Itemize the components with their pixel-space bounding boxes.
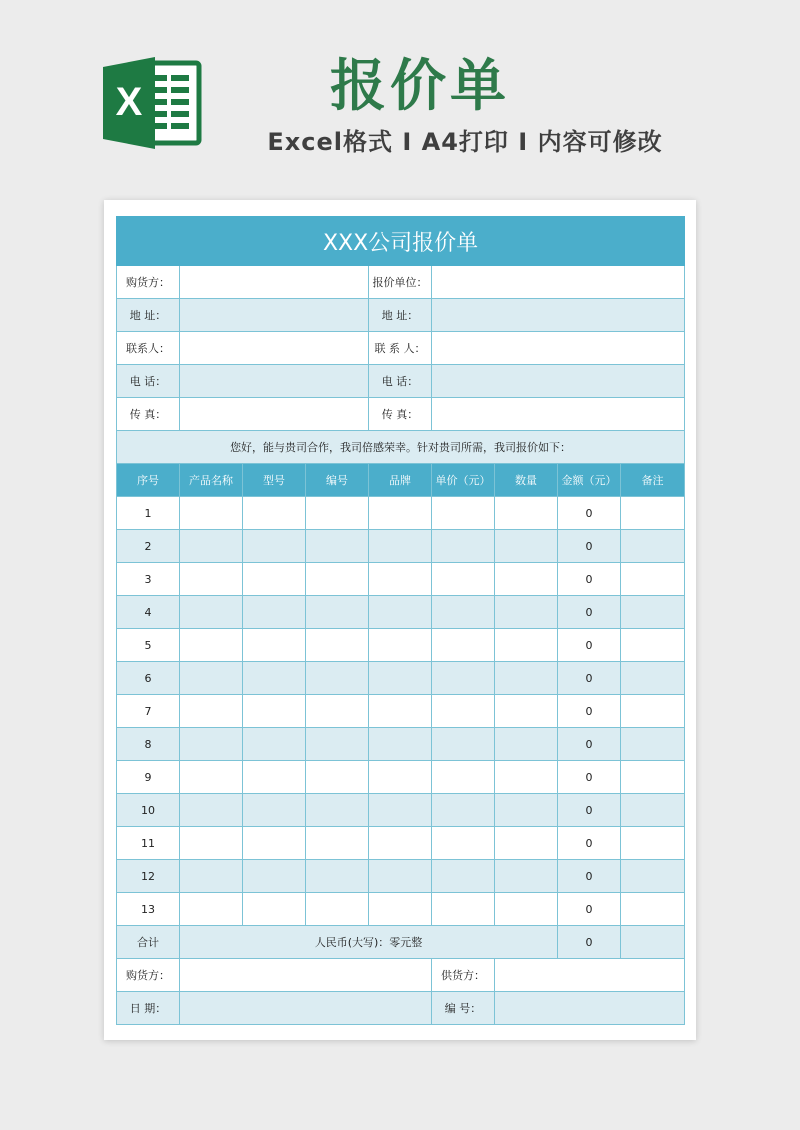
fax-label: 传 真： bbox=[117, 398, 180, 431]
table-cell[interactable] bbox=[432, 530, 495, 563]
row-number: 2 bbox=[117, 530, 180, 563]
sheet-title: XXX公司报价单 bbox=[117, 217, 685, 266]
row-number: 7 bbox=[117, 695, 180, 728]
table-cell[interactable] bbox=[621, 893, 685, 926]
row-amount: 0 bbox=[558, 893, 621, 926]
buyer-label: 购货方： bbox=[117, 266, 180, 299]
table-cell[interactable] bbox=[432, 761, 495, 794]
table-cell[interactable] bbox=[243, 695, 306, 728]
table-cell[interactable] bbox=[432, 695, 495, 728]
page-title: 报价单 bbox=[330, 54, 510, 119]
table-cell[interactable] bbox=[495, 728, 558, 761]
row-amount: 0 bbox=[558, 761, 621, 794]
table-row bbox=[117, 497, 685, 530]
row-number: 3 bbox=[117, 563, 180, 596]
footer-supplier-field[interactable] bbox=[495, 959, 685, 992]
table-row bbox=[117, 893, 685, 926]
table-cell[interactable] bbox=[621, 794, 685, 827]
row-number: 10 bbox=[117, 794, 180, 827]
table-cell[interactable] bbox=[243, 860, 306, 893]
table-cell[interactable] bbox=[432, 728, 495, 761]
table-cell[interactable] bbox=[495, 860, 558, 893]
row-amount: 0 bbox=[558, 530, 621, 563]
seller-fax-field[interactable] bbox=[432, 398, 685, 431]
table-cell[interactable] bbox=[369, 497, 432, 530]
table-cell[interactable] bbox=[495, 596, 558, 629]
contact-label: 联系人： bbox=[117, 332, 180, 365]
table-cell[interactable] bbox=[306, 695, 369, 728]
table-row bbox=[117, 794, 685, 827]
table-cell[interactable] bbox=[180, 629, 243, 662]
row-number: 4 bbox=[117, 596, 180, 629]
total-amount: 0 bbox=[558, 926, 621, 959]
col-header: 序号 bbox=[117, 464, 180, 497]
footer-number-field[interactable] bbox=[495, 992, 685, 1025]
page-subtitle: Excel格式 I A4打印 I 内容可修改 bbox=[267, 128, 663, 156]
table-cell[interactable] bbox=[180, 530, 243, 563]
row-amount: 0 bbox=[558, 860, 621, 893]
table-cell[interactable] bbox=[180, 827, 243, 860]
total-rmb-text: 人民币(大写)：零元整 bbox=[180, 926, 558, 959]
table-cell[interactable] bbox=[495, 662, 558, 695]
table-cell[interactable] bbox=[369, 629, 432, 662]
table-cell[interactable] bbox=[180, 695, 243, 728]
table-cell[interactable] bbox=[306, 827, 369, 860]
table-cell[interactable] bbox=[495, 629, 558, 662]
table-cell[interactable] bbox=[432, 662, 495, 695]
phone-label: 电 话： bbox=[117, 365, 180, 398]
col-header: 编号 bbox=[306, 464, 369, 497]
footer-date-field[interactable] bbox=[180, 992, 432, 1025]
table-cell[interactable] bbox=[180, 794, 243, 827]
phone-field[interactable] bbox=[180, 365, 369, 398]
table-cell[interactable] bbox=[306, 563, 369, 596]
row-amount: 0 bbox=[558, 794, 621, 827]
table-cell[interactable] bbox=[621, 695, 685, 728]
address-label: 地 址： bbox=[117, 299, 180, 332]
total-remark-cell[interactable] bbox=[621, 926, 685, 959]
footer-number-label: 编 号： bbox=[432, 992, 495, 1025]
table-cell[interactable] bbox=[621, 728, 685, 761]
table-cell[interactable] bbox=[243, 497, 306, 530]
col-header: 备注 bbox=[621, 464, 685, 497]
table-cell[interactable] bbox=[180, 761, 243, 794]
table-cell[interactable] bbox=[432, 794, 495, 827]
table-cell[interactable] bbox=[495, 893, 558, 926]
table-cell[interactable] bbox=[495, 563, 558, 596]
table-row bbox=[117, 860, 685, 893]
table-cell[interactable] bbox=[306, 629, 369, 662]
table-cell[interactable] bbox=[306, 497, 369, 530]
table-cell[interactable] bbox=[180, 893, 243, 926]
table-row bbox=[117, 563, 685, 596]
table-cell[interactable] bbox=[243, 563, 306, 596]
table-cell[interactable] bbox=[180, 497, 243, 530]
table-cell[interactable] bbox=[180, 596, 243, 629]
table-cell[interactable] bbox=[369, 761, 432, 794]
table-cell[interactable] bbox=[369, 728, 432, 761]
table-cell[interactable] bbox=[495, 497, 558, 530]
col-header: 数量 bbox=[495, 464, 558, 497]
table-cell[interactable] bbox=[369, 695, 432, 728]
row-amount: 0 bbox=[558, 827, 621, 860]
table-row bbox=[117, 827, 685, 860]
table-cell[interactable] bbox=[621, 497, 685, 530]
table-row bbox=[117, 728, 685, 761]
table-cell[interactable] bbox=[243, 893, 306, 926]
table-row bbox=[117, 761, 685, 794]
table-cell[interactable] bbox=[369, 530, 432, 563]
seller-phone-label: 电 话： bbox=[369, 365, 432, 398]
item-rows bbox=[117, 497, 685, 926]
table-cell[interactable] bbox=[243, 827, 306, 860]
seller-address-label: 地 址： bbox=[369, 299, 432, 332]
table-cell[interactable] bbox=[306, 530, 369, 563]
table-cell[interactable] bbox=[495, 530, 558, 563]
table-cell[interactable] bbox=[306, 860, 369, 893]
row-number: 12 bbox=[117, 860, 180, 893]
svg-text:X: X bbox=[115, 80, 143, 124]
table-cell[interactable] bbox=[621, 860, 685, 893]
column-header-row bbox=[117, 464, 685, 497]
table-cell[interactable] bbox=[369, 860, 432, 893]
table-row bbox=[117, 662, 685, 695]
row-amount: 0 bbox=[558, 497, 621, 530]
table-cell[interactable] bbox=[369, 827, 432, 860]
seller-phone-field[interactable] bbox=[432, 365, 685, 398]
table-cell[interactable] bbox=[180, 728, 243, 761]
table-cell[interactable] bbox=[243, 530, 306, 563]
table-cell[interactable] bbox=[306, 728, 369, 761]
table-cell[interactable] bbox=[243, 728, 306, 761]
table-cell[interactable] bbox=[180, 563, 243, 596]
greeting-text: 您好，能与贵司合作，我司倍感荣幸。针对贵司所需，我司报价如下： bbox=[117, 431, 685, 464]
row-number: 5 bbox=[117, 629, 180, 662]
table-cell[interactable] bbox=[369, 794, 432, 827]
table-cell[interactable] bbox=[621, 761, 685, 794]
table-cell[interactable] bbox=[621, 662, 685, 695]
table-cell[interactable] bbox=[243, 596, 306, 629]
fax-field[interactable] bbox=[180, 398, 369, 431]
table-cell[interactable] bbox=[495, 827, 558, 860]
table-cell[interactable] bbox=[369, 563, 432, 596]
table-cell[interactable] bbox=[432, 827, 495, 860]
table-cell[interactable] bbox=[621, 629, 685, 662]
seller-contact-field[interactable] bbox=[432, 332, 685, 365]
address-field[interactable] bbox=[180, 299, 369, 332]
table-cell[interactable] bbox=[180, 662, 243, 695]
table-cell[interactable] bbox=[243, 662, 306, 695]
table-cell[interactable] bbox=[243, 794, 306, 827]
table-cell[interactable] bbox=[432, 629, 495, 662]
table-cell[interactable] bbox=[243, 761, 306, 794]
table-cell[interactable] bbox=[306, 596, 369, 629]
footer-buyer-label: 购货方： bbox=[117, 959, 180, 992]
col-header: 产品名称 bbox=[180, 464, 243, 497]
table-cell[interactable] bbox=[369, 893, 432, 926]
row-amount: 0 bbox=[558, 629, 621, 662]
table-cell[interactable] bbox=[495, 794, 558, 827]
row-number: 1 bbox=[117, 497, 180, 530]
quoting-unit-field[interactable] bbox=[432, 266, 685, 299]
footer-buyer-field[interactable] bbox=[180, 959, 432, 992]
table-cell[interactable] bbox=[306, 761, 369, 794]
contact-field[interactable] bbox=[180, 332, 369, 365]
row-amount: 0 bbox=[558, 563, 621, 596]
table-row bbox=[117, 629, 685, 662]
table-cell[interactable] bbox=[432, 497, 495, 530]
seller-contact-label: 联 系 人： bbox=[369, 332, 432, 365]
table-row bbox=[117, 530, 685, 563]
seller-address-field[interactable] bbox=[432, 299, 685, 332]
buyer-field[interactable] bbox=[180, 266, 369, 299]
table-cell[interactable] bbox=[621, 827, 685, 860]
quotation-table bbox=[116, 216, 685, 1025]
col-header: 品牌 bbox=[369, 464, 432, 497]
quotation-sheet bbox=[104, 200, 696, 1040]
table-cell[interactable] bbox=[306, 662, 369, 695]
col-header: 单价（元） bbox=[432, 464, 495, 497]
table-cell[interactable] bbox=[369, 662, 432, 695]
table-cell[interactable] bbox=[432, 596, 495, 629]
row-number: 13 bbox=[117, 893, 180, 926]
row-amount: 0 bbox=[558, 728, 621, 761]
seller-fax-label: 传 真： bbox=[369, 398, 432, 431]
table-cell[interactable] bbox=[621, 563, 685, 596]
excel-icon bbox=[103, 57, 203, 149]
total-label: 合计 bbox=[117, 926, 180, 959]
row-amount: 0 bbox=[558, 596, 621, 629]
quoting-unit-label: 报价单位： bbox=[369, 266, 432, 299]
table-cell[interactable] bbox=[621, 596, 685, 629]
row-amount: 0 bbox=[558, 695, 621, 728]
row-number: 6 bbox=[117, 662, 180, 695]
footer-date-label: 日 期： bbox=[117, 992, 180, 1025]
row-number: 11 bbox=[117, 827, 180, 860]
table-cell[interactable] bbox=[495, 761, 558, 794]
total-row bbox=[117, 926, 685, 959]
table-cell[interactable] bbox=[243, 629, 306, 662]
row-number: 8 bbox=[117, 728, 180, 761]
table-cell[interactable] bbox=[432, 893, 495, 926]
table-cell[interactable] bbox=[180, 860, 243, 893]
table-cell[interactable] bbox=[495, 695, 558, 728]
header bbox=[0, 0, 800, 200]
col-header: 型号 bbox=[243, 464, 306, 497]
table-cell[interactable] bbox=[621, 530, 685, 563]
table-row bbox=[117, 596, 685, 629]
col-header: 金额（元） bbox=[558, 464, 621, 497]
table-cell[interactable] bbox=[432, 563, 495, 596]
table-cell[interactable] bbox=[369, 596, 432, 629]
footer-supplier-label: 供货方： bbox=[432, 959, 495, 992]
table-cell[interactable] bbox=[432, 860, 495, 893]
table-cell[interactable] bbox=[306, 794, 369, 827]
row-amount: 0 bbox=[558, 662, 621, 695]
row-number: 9 bbox=[117, 761, 180, 794]
table-cell[interactable] bbox=[306, 893, 369, 926]
table-row bbox=[117, 695, 685, 728]
